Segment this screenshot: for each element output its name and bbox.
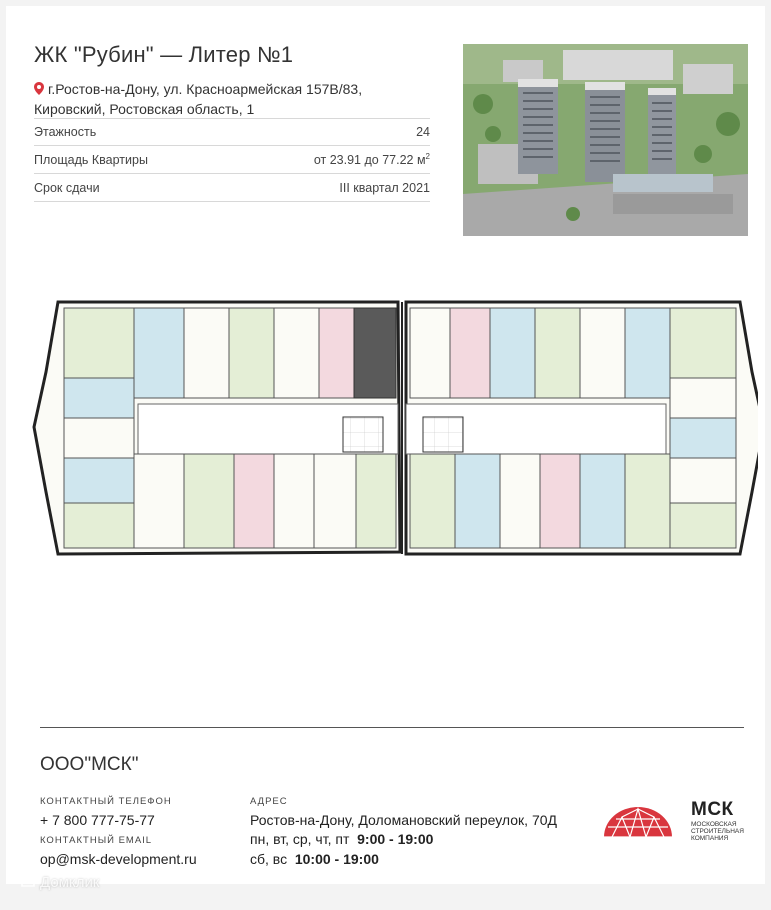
- spec-row-area: [34, 146, 430, 174]
- divider: [40, 727, 744, 728]
- email-label: КОНТАКТНЫЙ EMAIL: [40, 835, 153, 846]
- office-address: Ростов-на-Дону, Доломановский переулок, 70Д: [250, 812, 558, 828]
- map-pin-icon: [34, 81, 44, 100]
- address-line-1: г.Ростов-на-Дону, ул. Красноармейская 157В/83,: [48, 81, 363, 97]
- spec-row-completion: [34, 174, 430, 202]
- dome-logo-icon: [604, 807, 672, 837]
- hours-weekend: [250, 851, 379, 867]
- spec-value: III квартал 2021: [339, 180, 430, 195]
- plan-right-wing: [406, 302, 758, 554]
- home-icon: [20, 872, 36, 892]
- company-name: ООО"МСК": [40, 754, 139, 775]
- spec-value-wrap: [314, 152, 430, 167]
- address-block: [34, 80, 434, 119]
- floor-plan[interactable]: [28, 292, 758, 572]
- tower-1: [518, 79, 558, 174]
- email-link[interactable]: op@msk-development.ru: [40, 851, 197, 867]
- hours-weekend-days: сб, вс: [250, 851, 288, 867]
- building-photo[interactable]: [463, 44, 748, 236]
- hours-weekend-time: 10:00 - 19:00: [294, 851, 379, 867]
- spec-label: Этажность: [34, 125, 97, 139]
- address-label: АДРЕС: [250, 796, 288, 807]
- spec-row-floors: [34, 118, 430, 146]
- spec-value: 24: [416, 125, 430, 139]
- logo-tagline-3: КОМПАНИЯ: [691, 835, 729, 842]
- spec-label: Срок сдачи: [34, 180, 100, 195]
- msk-logo: [602, 799, 747, 843]
- hours-weekdays-time: 9:00 - 19:00: [357, 831, 434, 847]
- address-line-2: Кировский, Ростовская область, 1: [34, 101, 255, 117]
- specs-table: [34, 118, 430, 202]
- page-title: ЖК "Рубин" — Литер №1: [34, 42, 294, 67]
- hours-weekdays-days: пн, вт, ср, чт, пт: [250, 831, 350, 847]
- spec-unit-sup: 2: [425, 151, 430, 161]
- watermark-text: Домклик: [40, 873, 100, 891]
- logo-name: МСК: [691, 799, 734, 820]
- spec-label: Площадь Квартиры: [34, 152, 148, 167]
- document-sheet: [6, 6, 765, 884]
- logo-tagline-1: МОСКОВСКАЯ: [691, 821, 737, 828]
- tower-2: [585, 82, 625, 182]
- logo-tagline-2: СТРОИТЕЛЬНАЯ: [691, 828, 744, 835]
- watermark: [20, 872, 99, 892]
- tower-3: [648, 88, 676, 180]
- spec-value: от 23.91 до 77.22 м: [313, 153, 426, 168]
- phone-label: КОНТАКТНЫЙ ТЕЛЕФОН: [40, 796, 172, 807]
- hours-weekdays: [250, 831, 433, 847]
- plan-left-wing: [34, 302, 400, 554]
- phone-link[interactable]: + 7 800 777-75-77: [40, 812, 155, 828]
